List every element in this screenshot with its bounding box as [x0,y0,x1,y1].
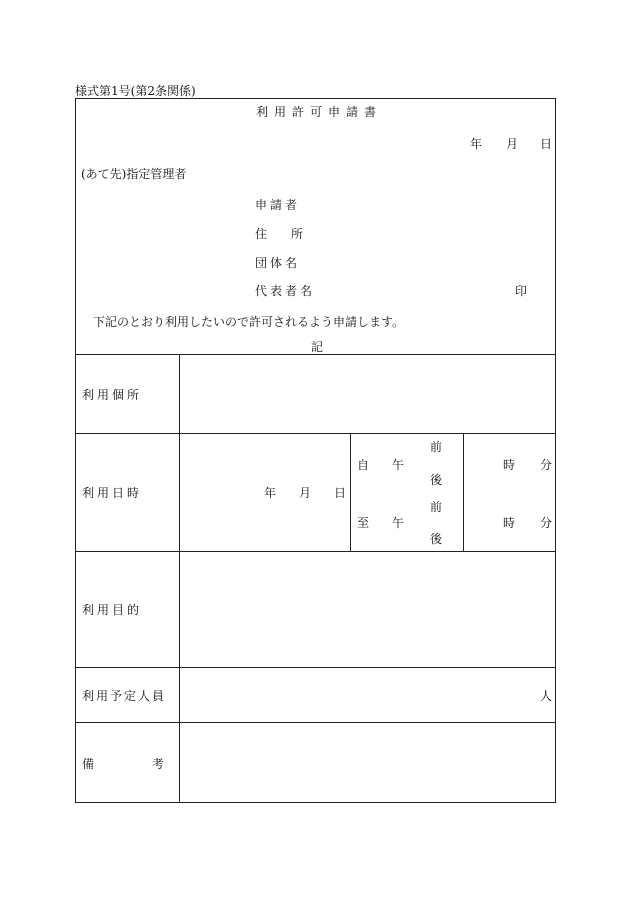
seal-mark: 印 [515,284,528,298]
hour-column-divider [463,433,464,551]
to-minute: 分 [540,516,553,530]
attendees-label: 利用予定人員 [82,689,167,703]
use-month: 月 [299,486,312,500]
addressee: (あて先)指定管理者 [81,167,187,181]
label-column-divider [179,354,180,803]
location-label: 利用個所 [82,388,143,402]
datetime-label: 利用日時 [82,486,143,500]
time-column-divider [350,433,351,551]
representative-label: 代表者名 [255,284,316,298]
to-hour: 時 [503,516,516,530]
applicant-heading: 申請者 [255,198,301,212]
use-year: 年 [264,486,277,500]
purpose-field[interactable] [181,553,554,666]
from-minute: 分 [540,458,553,472]
group-name-label: 団体名 [255,256,301,270]
form-number: 様式第1号(第2条関係) [75,84,196,98]
address-label: 住 所 [255,227,310,241]
from-pm[interactable]: 後 [430,473,443,487]
divider [75,667,556,668]
date-month: 月 [506,137,519,151]
date-year: 年 [470,137,483,151]
to-noon: 午 [392,516,405,530]
from-am[interactable]: 前 [430,440,443,454]
from-hour: 時 [503,458,516,472]
remarks-label-right: 考 [152,757,165,771]
divider [75,722,556,723]
record-label: 記 [311,340,324,354]
attendees-field[interactable] [181,669,531,721]
location-field[interactable] [181,356,554,432]
form-title: 利用許可申請書 [256,105,383,119]
from-label: 自 [357,458,370,472]
from-noon: 午 [392,458,405,472]
to-pm[interactable]: 後 [430,532,443,546]
divider [75,551,556,552]
divider [75,354,556,355]
to-am[interactable]: 前 [430,500,443,514]
remarks-field[interactable] [181,724,554,802]
attendees-unit: 人 [540,689,553,703]
statement: 下記のとおり利用したいので許可されるよう申請します。 [93,315,405,329]
date-day: 日 [540,137,553,151]
remarks-label-left: 備 [82,757,95,771]
divider [75,433,556,434]
purpose-label: 利用目的 [82,603,143,617]
use-day: 日 [334,486,347,500]
to-label: 至 [357,516,370,530]
